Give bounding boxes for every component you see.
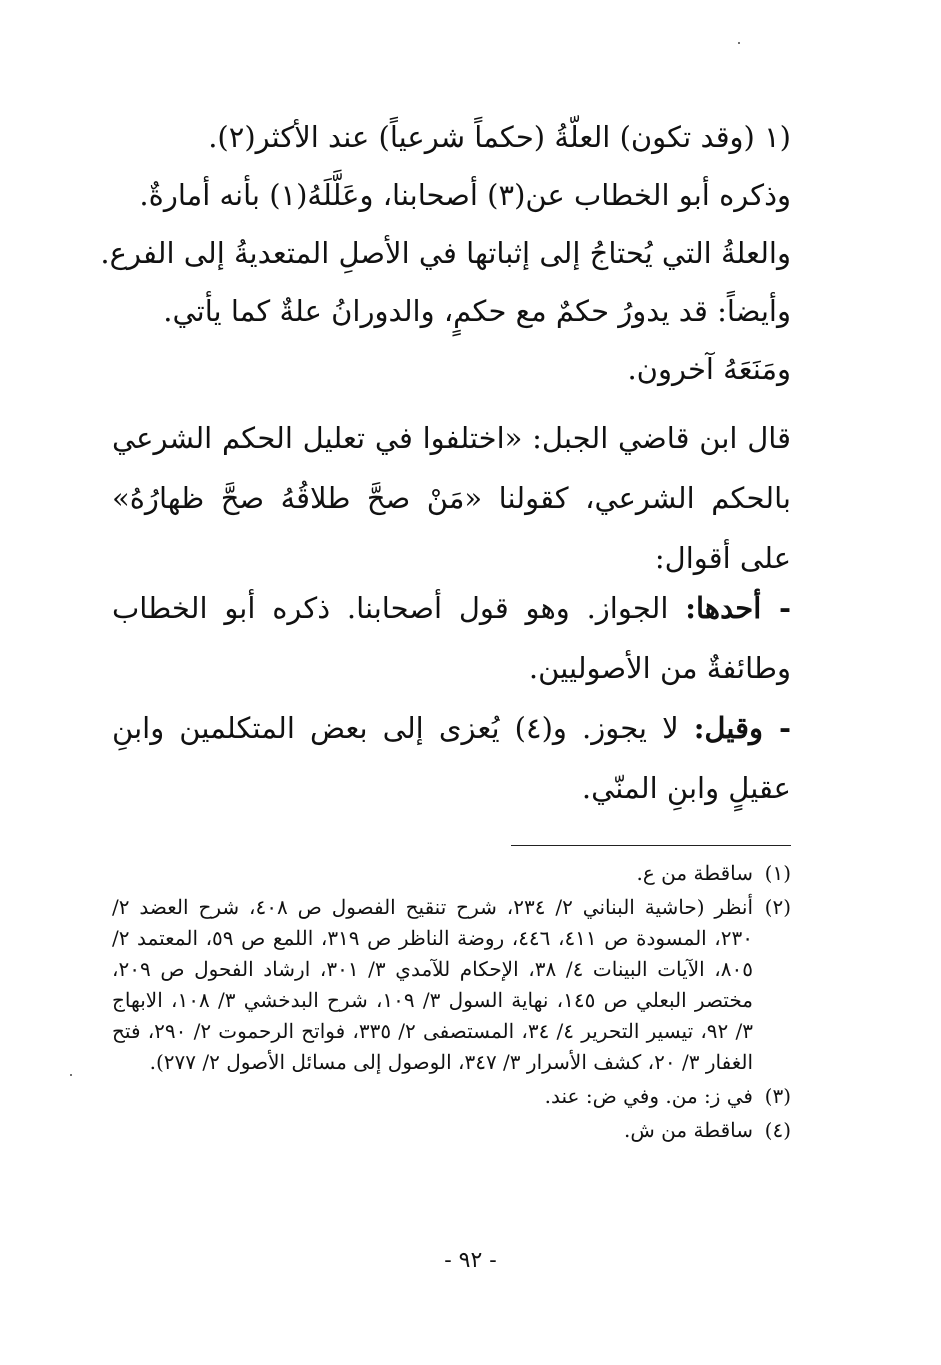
main-text-block [100,108,791,398]
footnote-text: في ز: من. وفي ض: عند. [544,1084,753,1108]
paragraph-first-opinion [112,578,791,698]
opinion-text: لا يجوز. و(٤) يُعزى إلى بعض المتكلمين وابنِ عقيلٍ وابنِ المنّي. [112,711,791,805]
footnote-text: ساقطة من ع. [636,861,753,885]
footnote [112,892,791,1078]
footnote [112,1081,791,1112]
footnote [112,858,791,889]
opinion-text: الجواز. وهو قول أصحابنا. ذكره أبو الخطاب وطائفةٌ من الأصوليين. [112,591,791,685]
footnote-number: (٤) [764,1118,791,1142]
footnote-number: (٢) [764,895,791,919]
footnote-text: ساقطة من ش. [624,1118,753,1142]
text-line: وذكره أبو الخطاب عن(٣) أصحابنا، وعَلَّلَهُ(١) بأنه أمارةٌ. [139,178,791,212]
page-number: - ٩٢ - [444,1248,497,1273]
text-line: وأيضاً: قد يدورُ حكمٌ مع حكمٍ، والدورانُ علةٌ كما يأتي. [163,294,791,328]
footnote [112,1115,791,1146]
footnote-number: (٣) [764,1084,791,1108]
paragraph-quote: قال ابن قاضي الجبل: «اختلفوا في تعليل الحكم الشرعي بالحكم الشرعي، كقولنا «مَنْ صحَّ طلاقُهُ صحَّ ظهارُهُ» على أقوال: [112,421,791,575]
text-line: (١ (وقد تكون) العلّةُ (حكماً شرعياً) عند الأكثر(٢). [208,120,791,154]
scan-speck [738,42,740,44]
text-line: والعلةُ التي يُحتاجُ إلى إثباتها في الأصلِ المتعديةُ إلى الفرع. [100,236,791,270]
scan-speck [70,1074,72,1076]
footnote-separator [511,845,791,846]
footnote-text: أنظر (حاشية البناني ٢/ ٢٣٤، شرح تنقيح الفصول ص ٤٠٨، شرح العضد ٢/ ٢٣٠، المسودة ص ٤١١، ٤٤٦، روضة الناظر ص ٣١٩، اللمع ص ٥٩، المعتمد ٢/ ٨٠٥، الآيات البينات ٤/ ٣٨، الإحكام للآمدي ٣/ ٣٠١، ارشاد الفحول ص ٢٠٩، مختصر البعلي ص ١٤٥، نهاية السول ٣/ ١٠٩، شرح البدخشي ٣/ ١٠٨، الابهاج ٣/ ٩٢، تيسير التحرير ٤/ ٣٤، المستصفى ٢/ ٣٣٥، فواتح الرحموت ٢/ ٢٩٠، فتح الغفار ٣/ ٢٠، كشف الأسرار ٣/ ٣٤٧، الوصول إلى مسائل الأصول ٢/ ٢٧٧). [112,895,753,1074]
footnote-number: (١) [764,861,791,885]
footnotes [112,858,791,1149]
opinion-lead: - وقيل: [693,711,791,745]
text-line: ومَنَعَهُ آخرون. [627,352,791,386]
paragraph-second-opinion [112,698,791,818]
opinion-lead: - أحدها: [685,591,791,625]
